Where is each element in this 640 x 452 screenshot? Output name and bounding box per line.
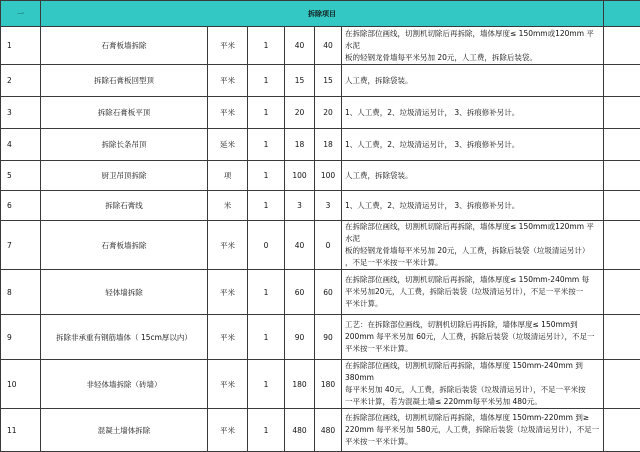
quantity-cell: 1: [248, 315, 285, 360]
unit-cell: 平米: [208, 221, 248, 270]
unit-cell: 项: [208, 161, 248, 191]
table-row: [1, 315, 640, 360]
remark-cell: [604, 161, 640, 191]
total-cell: 20: [315, 97, 342, 129]
item-name-cell: 拆除石膏板平顶: [41, 97, 208, 129]
item-name-cell: 厨卫吊顶拆除: [41, 161, 208, 191]
unit-cell: 平米: [208, 409, 248, 452]
table-row: [1, 360, 640, 409]
total-cell: 0: [315, 221, 342, 270]
description-cell: [342, 65, 604, 97]
total-cell: 90: [315, 315, 342, 360]
description-line: 1、人工费，2、垃圾清运另计， 3、拆痕修补另计。: [345, 200, 600, 212]
unit-cell: 平米: [208, 360, 248, 409]
quantity-cell: 1: [248, 191, 285, 221]
description-line: ，不足一平米按一平米计算。: [345, 257, 600, 269]
quantity-cell: 1: [248, 409, 285, 452]
description-line: 平米另加20元，人工费，拆除后装袋（垃圾清运另计），不足一平米按一: [345, 286, 600, 298]
description-cell: [342, 161, 604, 191]
remark-cell: [604, 315, 640, 360]
description-cell: [342, 97, 604, 129]
quantity-cell: 1: [248, 27, 285, 65]
unit-price-cell: 15: [285, 65, 315, 97]
unit-cell: 平米: [208, 97, 248, 129]
total-cell: 3: [315, 191, 342, 221]
description-line: 人工费，拆除袋装。: [345, 75, 600, 87]
total-cell: 15: [315, 65, 342, 97]
unit-price-cell: 3: [285, 191, 315, 221]
description-line: 在拆除部位画线，切割机切除后再拆除，墙体厚度≤ 150mm或120mm 平水泥: [345, 221, 600, 245]
remark-cell: [604, 27, 640, 65]
item-name-cell: 石膏板墙拆除: [41, 27, 208, 65]
row-number-cell: 8: [1, 270, 41, 315]
total-cell: 18: [315, 129, 342, 161]
row-number-cell: 10: [1, 360, 41, 409]
item-name-cell: 拆除长条吊顶: [41, 129, 208, 161]
unit-price-cell: 40: [285, 27, 315, 65]
total-cell: 60: [315, 270, 342, 315]
item-name-cell: 拆除非承重有钢筋墙体（ 15cm厚以内）: [41, 315, 208, 360]
description-line: 1、人工费，2、垃圾清运另计， 3、拆痕修补另计。: [345, 139, 600, 151]
total-cell: 180: [315, 360, 342, 409]
remark-cell: [604, 221, 640, 270]
remark-cell: [604, 270, 640, 315]
description-line: 在拆除部位画线，切割机切除后再拆除，墙体厚度≤ 150mm或120mm 平水泥: [345, 28, 600, 52]
quantity-cell: 1: [248, 161, 285, 191]
row-number-cell: 9: [1, 315, 41, 360]
quantity-cell: 1: [248, 360, 285, 409]
table-row: [1, 129, 640, 161]
unit-price-cell: 20: [285, 97, 315, 129]
unit-price-cell: 180: [285, 360, 315, 409]
unit-price-cell: 60: [285, 270, 315, 315]
remark-cell: [604, 129, 640, 161]
item-name-cell: 拆除石膏板回型顶: [41, 65, 208, 97]
table-row: [1, 97, 640, 129]
table-row: [1, 65, 640, 97]
description-line: 在拆除部位画线，切割机切除后再拆除，墙体厚度 150mm-220mm 到≥: [345, 412, 600, 424]
unit-price-cell: 18: [285, 129, 315, 161]
total-cell: 40: [315, 27, 342, 65]
unit-price-cell: 480: [285, 409, 315, 452]
row-number-cell: 6: [1, 191, 41, 221]
quantity-cell: 1: [248, 270, 285, 315]
table-row: [1, 221, 640, 270]
row-number-cell: 4: [1, 129, 41, 161]
unit-cell: 米: [208, 191, 248, 221]
description-line: 200mm 每平米另加 60元，人工费，拆除后装袋（垃圾清运另计），不足一: [345, 331, 600, 343]
description-cell: [342, 270, 604, 315]
item-name-cell: 混凝土墙体拆除: [41, 409, 208, 452]
quantity-cell: 1: [248, 97, 285, 129]
remark-cell: [604, 65, 640, 97]
description-line: 在拆除部位画线，切割机切除后再拆除，墙体厚度≤ 150mm-240mm 每: [345, 274, 600, 286]
description-cell: [342, 315, 604, 360]
description-cell: [342, 191, 604, 221]
unit-cell: 平米: [208, 27, 248, 65]
description-line: 板的轻钢龙骨墙每平米另加 20元，人工费，拆除后装袋。: [345, 52, 600, 64]
item-name-cell: 非轻体墙拆除（砖墙）: [41, 360, 208, 409]
table-row: [1, 191, 640, 221]
description-line: 平米按一平米计算。: [345, 436, 600, 448]
section-title-cell: 拆除项目: [41, 1, 604, 27]
remark-cell: [604, 191, 640, 221]
table-row: [1, 27, 640, 65]
quantity-cell: 1: [248, 129, 285, 161]
description-cell: [342, 360, 604, 409]
row-number-cell: 2: [1, 65, 41, 97]
unit-price-cell: 90: [285, 315, 315, 360]
item-name-cell: 轻体墙拆除: [41, 270, 208, 315]
description-line: 在拆除部位画线，切割机切除后再拆除，墙体厚度 150mm-240mm 到380mm: [345, 360, 600, 384]
item-name-cell: 石膏板墙拆除: [41, 221, 208, 270]
quantity-cell: 1: [248, 65, 285, 97]
row-number-cell: 7: [1, 221, 41, 270]
description-cell: [342, 221, 604, 270]
total-cell: 100: [315, 161, 342, 191]
row-number-cell: 3: [1, 97, 41, 129]
description-cell: [342, 409, 604, 452]
unit-cell: 平米: [208, 315, 248, 360]
table-row: [1, 270, 640, 315]
unit-price-cell: 100: [285, 161, 315, 191]
item-name-cell: 拆除石膏线: [41, 191, 208, 221]
description-line: 1、人工费，2、垃圾清运另计， 3、拆痕修补另计。: [345, 107, 600, 119]
table-row: [1, 161, 640, 191]
description-line: 一平米计算，若为混凝土墙≤ 220mm每平米另加 480元。: [345, 396, 600, 408]
table-row: [1, 409, 640, 452]
total-cell: 480: [315, 409, 342, 452]
description-line: 220mm 每平米另加 580元，人工费，拆除后装袋（垃圾清运另计），不足一: [345, 424, 600, 436]
description-line: 平米计算。: [345, 298, 600, 310]
remark-cell: [604, 97, 640, 129]
section-index-cell: 一: [1, 1, 41, 27]
row-number-cell: 5: [1, 161, 41, 191]
description-line: 平米按一平米计算。: [345, 343, 600, 355]
unit-cell: 延米: [208, 129, 248, 161]
row-number-cell: 1: [1, 27, 41, 65]
quantity-cell: 0: [248, 221, 285, 270]
description-line: 人工费，拆除袋装。: [345, 170, 600, 182]
remark-cell: [604, 409, 640, 452]
remark-cell: [604, 360, 640, 409]
row-number-cell: 11: [1, 409, 41, 452]
description-cell: [342, 27, 604, 65]
unit-cell: 平米: [208, 65, 248, 97]
section-header-blank-cell: [604, 1, 640, 27]
description-line: 每平米另加 40元，人工费，拆除后装袋（垃圾清运另计），不足一平米按: [345, 384, 600, 396]
unit-cell: 平米: [208, 270, 248, 315]
section-header-row: [1, 1, 640, 27]
unit-price-cell: 40: [285, 221, 315, 270]
description-line: 工艺：在拆除部位画线，切割机切除后再拆除，墙体厚度≤ 150mm到: [345, 319, 600, 331]
description-cell: [342, 129, 604, 161]
description-line: 板的轻钢龙骨墙每平米另加 20元，人工费，拆除后装袋（垃圾清运另计）: [345, 245, 600, 257]
